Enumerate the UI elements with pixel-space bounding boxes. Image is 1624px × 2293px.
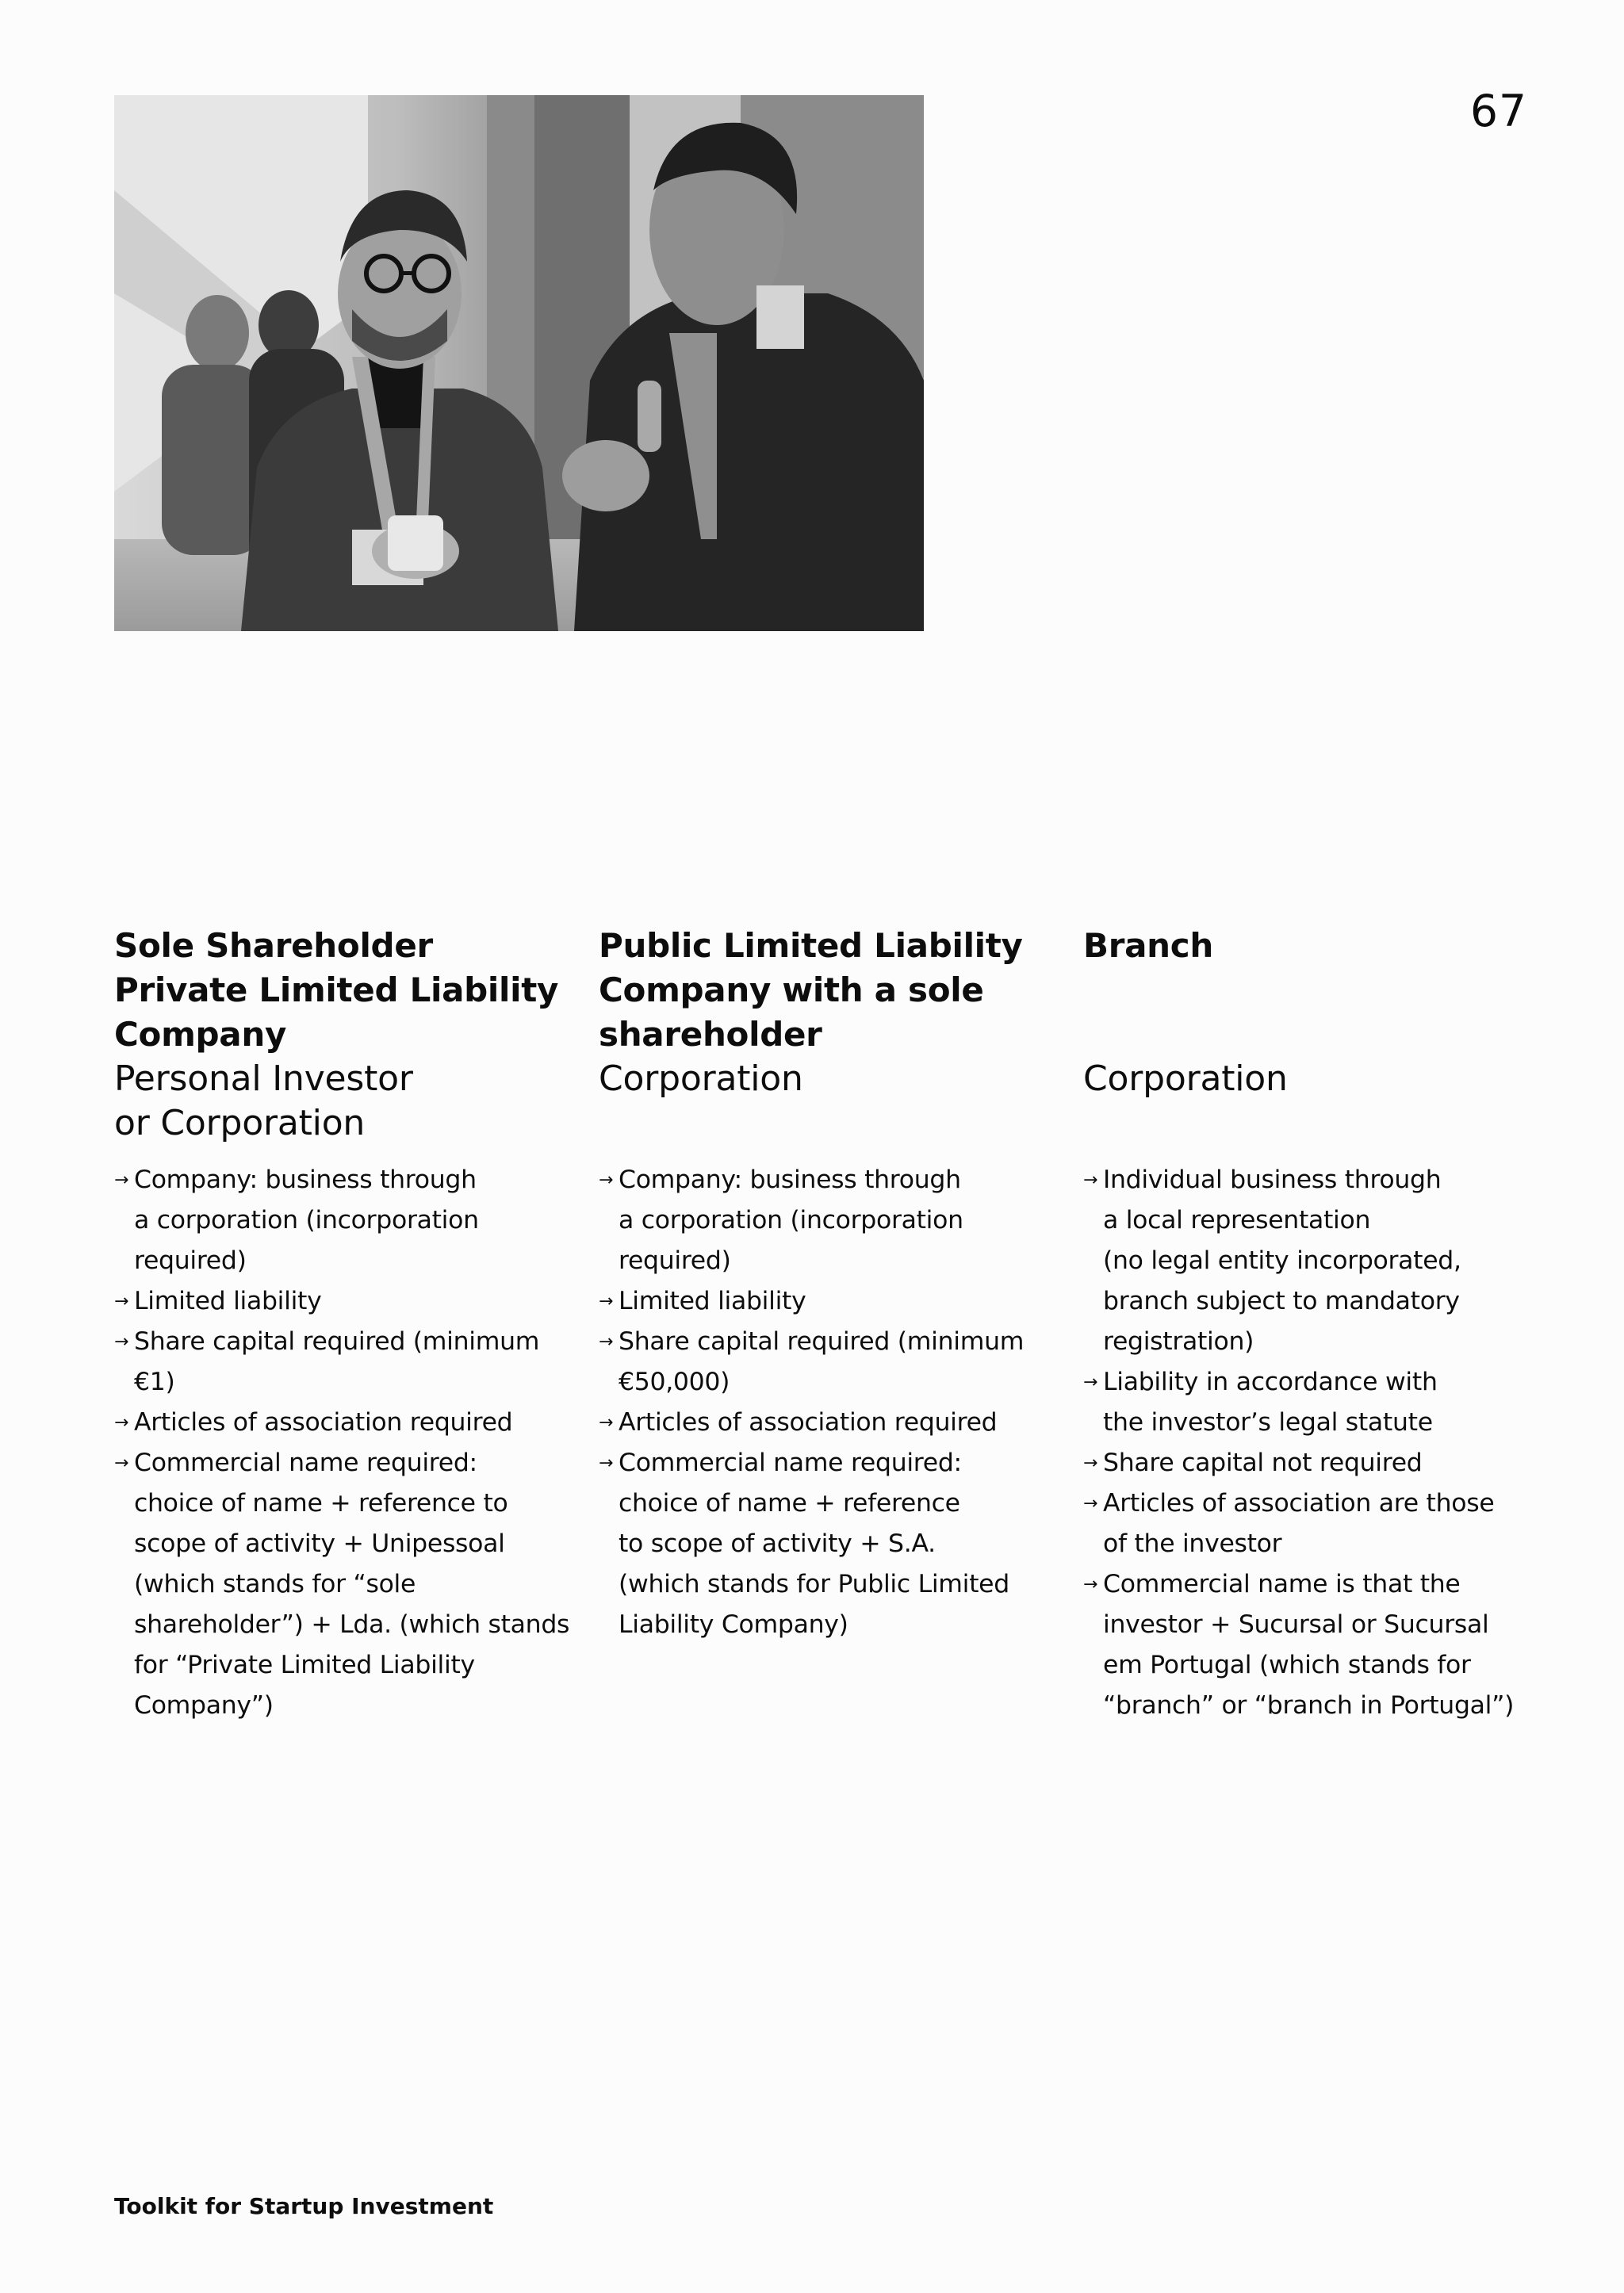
list-item: [1083, 1443, 1543, 1483]
list-item: [599, 1160, 1059, 1281]
column-title: Sole Shareholder Private Limited Liability Company: [114, 926, 559, 1054]
list-item-text: Share capital not required: [1103, 1449, 1423, 1477]
list-item-text: Commercial name is that the investor + Sucursal or Sucursal em Portugal (which stands for “branch” or “branch in Portugal”): [1103, 1570, 1515, 1720]
column-item-list: [114, 1160, 574, 1726]
column-public-limited-liability: [599, 924, 1059, 1645]
column-subtitle: Corporation: [599, 1058, 803, 1099]
list-item: [1083, 1564, 1543, 1726]
list-item-text: Share capital required (minimum €50,000): [619, 1327, 1025, 1396]
list-item: [1083, 1362, 1543, 1443]
arrow-bullet-icon: →: [599, 1332, 614, 1352]
list-item: [1083, 1160, 1543, 1362]
conference-photo-image: [114, 95, 924, 631]
list-item-text: Articles of association required: [134, 1408, 513, 1437]
arrow-bullet-icon: →: [1083, 1453, 1098, 1473]
list-item: [1083, 1483, 1543, 1564]
arrow-bullet-icon: →: [1083, 1170, 1098, 1190]
arrow-bullet-icon: →: [599, 1292, 614, 1311]
arrow-bullet-icon: →: [599, 1413, 614, 1433]
arrow-bullet-icon: →: [114, 1413, 129, 1433]
list-item-text: Company: business through a corporation (incorporation required): [619, 1166, 963, 1275]
conference-photo: [114, 95, 924, 631]
list-item: [599, 1322, 1059, 1403]
list-item: [114, 1281, 574, 1322]
list-item-text: Articles of association are those of the investor: [1103, 1489, 1495, 1558]
list-item: [114, 1403, 574, 1443]
list-item-text: Limited liability: [134, 1287, 322, 1315]
column-branch: [1083, 924, 1543, 1726]
list-item: [114, 1322, 574, 1403]
footer-title: Toolkit for Startup Investment: [114, 2193, 494, 2219]
list-item-text: Commercial name required: choice of name + reference to scope of activity + S.A. (which stands for Public Limited Liability Company): [619, 1449, 1009, 1639]
page-number: 67: [1470, 86, 1527, 136]
column-title: Branch: [1083, 926, 1213, 965]
list-item: [599, 1281, 1059, 1322]
list-item: [114, 1443, 574, 1726]
list-item-text: Limited liability: [619, 1287, 806, 1315]
arrow-bullet-icon: →: [114, 1453, 129, 1473]
arrow-bullet-icon: →: [114, 1170, 129, 1190]
list-item: [114, 1160, 574, 1281]
arrow-bullet-icon: →: [1083, 1494, 1098, 1514]
arrow-bullet-icon: →: [1083, 1372, 1098, 1392]
list-item-text: Individual business through a local representation (no legal entity incorporated, branch subject to mandatory registration): [1103, 1166, 1461, 1356]
list-item-text: Articles of association required: [619, 1408, 998, 1437]
list-item-text: Commercial name required: choice of name + reference to scope of activity + Unipessoal (which stands for “sole shareholder”) + Lda. (which stands for “Private Limited Liability Company”): [134, 1449, 570, 1720]
column-sole-shareholder-private: [114, 924, 574, 1726]
column-item-list: [1083, 1160, 1543, 1726]
list-item: [599, 1443, 1059, 1645]
arrow-bullet-icon: →: [599, 1453, 614, 1473]
column-subtitle: Corporation: [1083, 1058, 1288, 1099]
list-item-text: Share capital required (minimum €1): [134, 1327, 540, 1396]
arrow-bullet-icon: →: [1083, 1575, 1098, 1594]
list-item: [599, 1403, 1059, 1443]
column-title: Public Limited Liability Company with a sole shareholder: [599, 926, 1023, 1054]
list-item-text: Liability in accordance with the investor’s legal statute: [1103, 1368, 1438, 1437]
arrow-bullet-icon: →: [599, 1170, 614, 1190]
column-item-list: [599, 1160, 1059, 1645]
list-item-text: Company: business through a corporation (incorporation required): [134, 1166, 479, 1275]
arrow-bullet-icon: →: [114, 1292, 129, 1311]
column-subtitle: Personal Investor or Corporation: [114, 1058, 413, 1143]
arrow-bullet-icon: →: [114, 1332, 129, 1352]
